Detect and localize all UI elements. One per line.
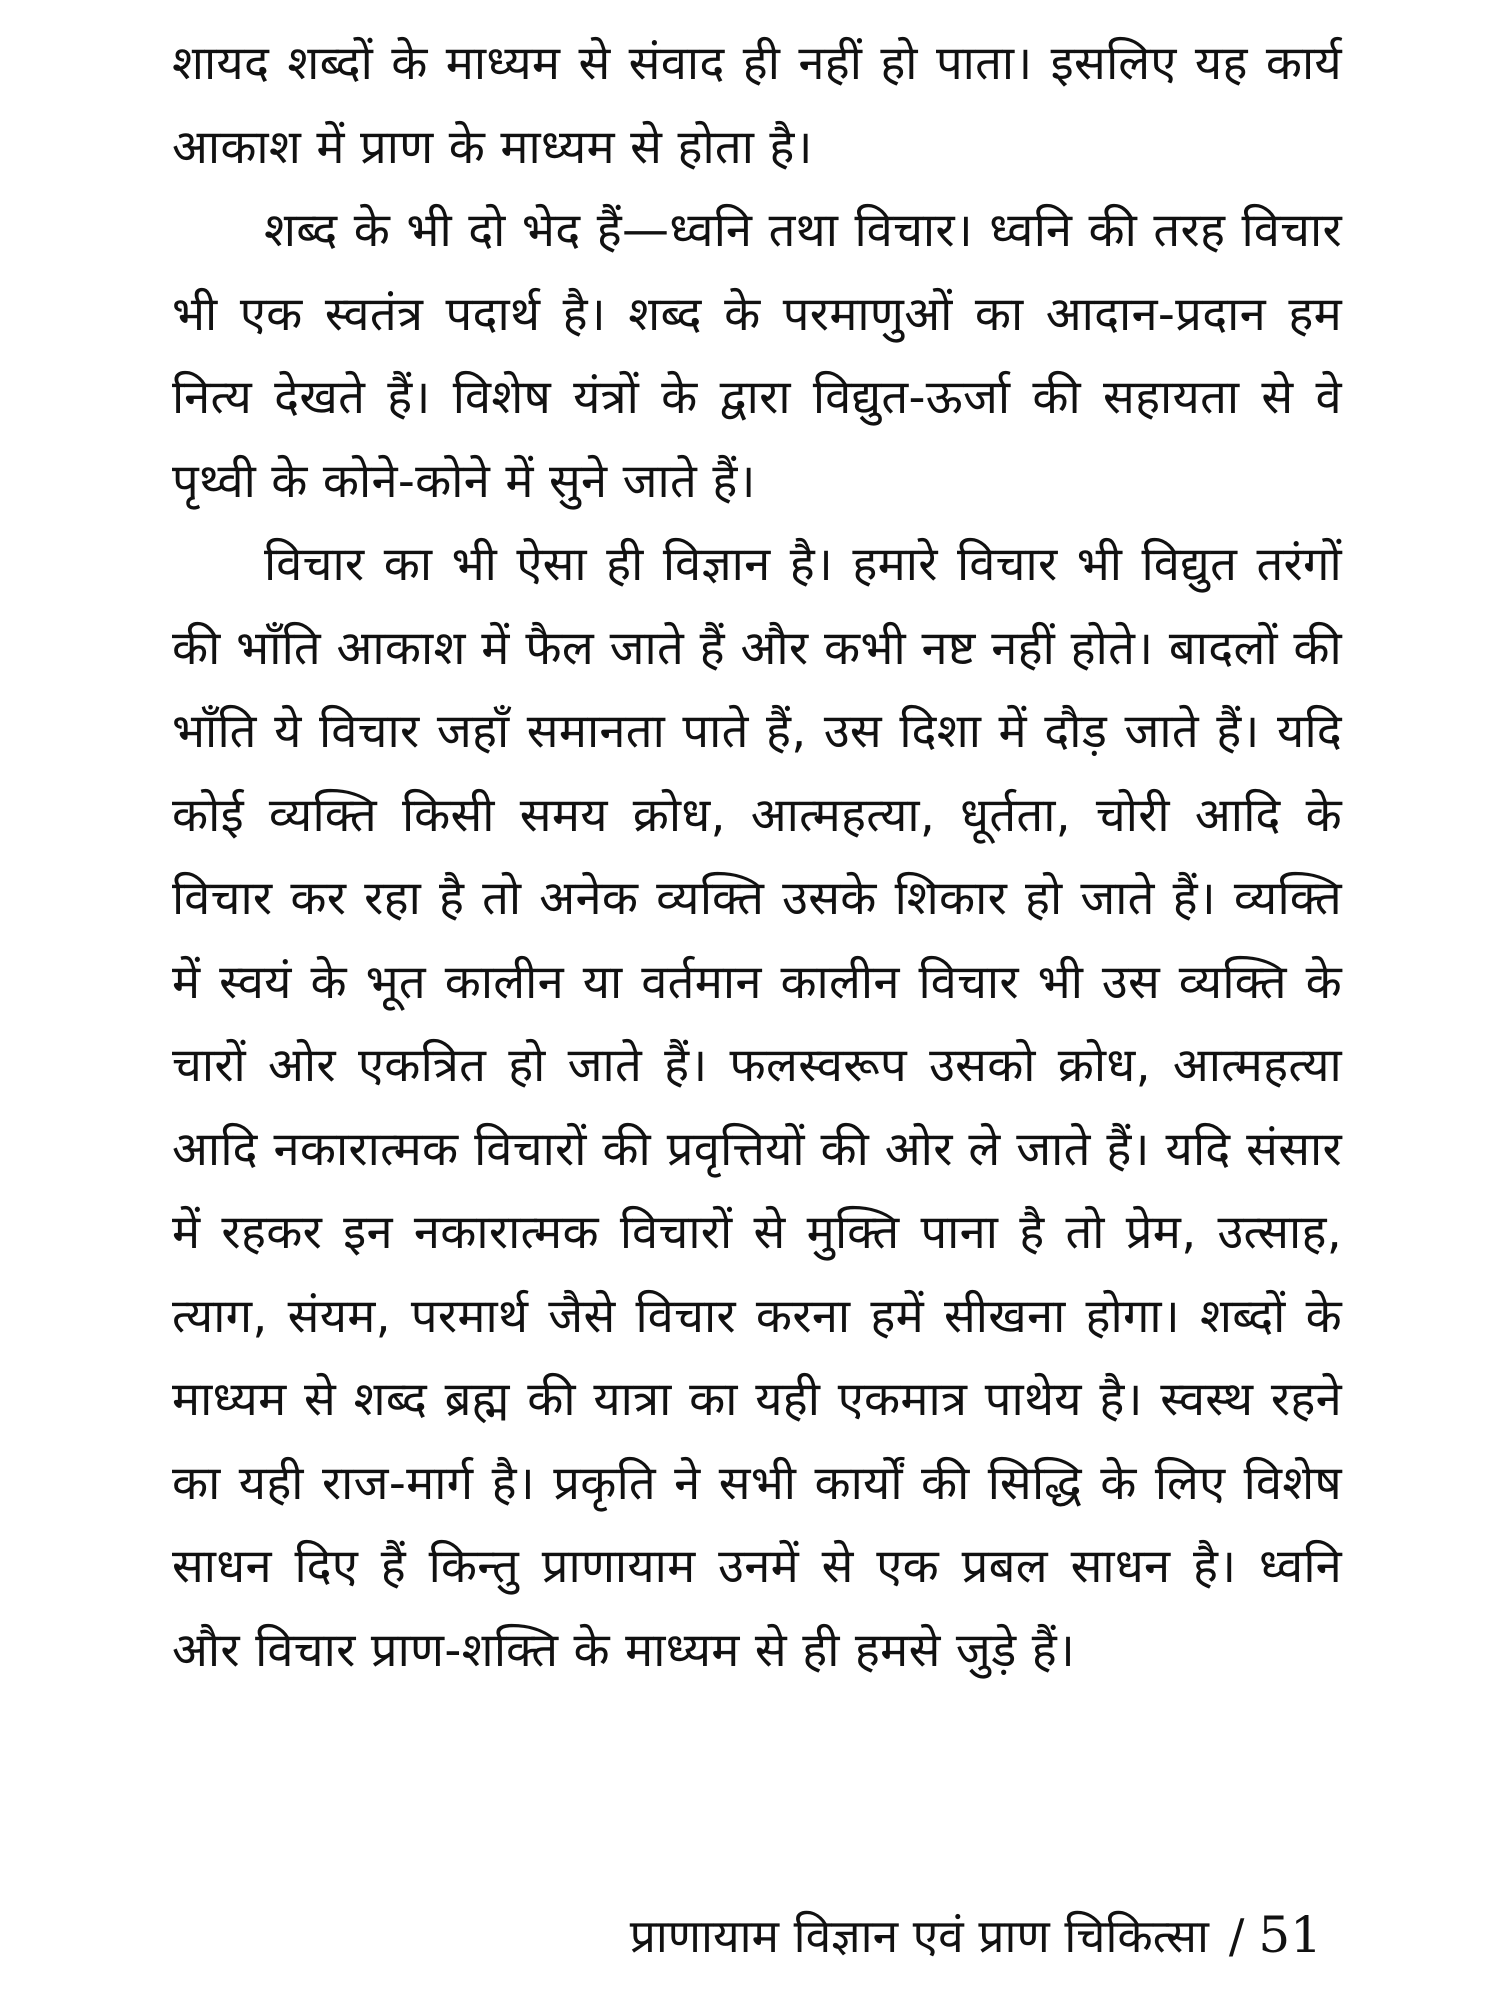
body-text (172, 22, 1342, 1692)
paragraph-thought-science: विचार का भी ऐसा ही विज्ञान है। हमारे विचार भी विद्युत तरंगों की भाँति आकाश में फैल जाते हैं और कभी नष्ट नहीं होते। बादलों की भाँति ये विचार जहाँ समानता पाते हैं, उस दिशा में दौड़ जाते हैं। यदि कोई व्यक्ति किसी समय क्रोध, आत्महत्या, धूर्तता, चोरी आदि के विचार कर रहा है तो अनेक व्यक्ति उसके शिकार हो जाते हैं। व्यक्ति में स्वयं के भूत कालीन या वर्तमान कालीन विचार भी उस व्यक्ति के चारों ओर एकत्रित हो जाते हैं। फलस्वरूप उसको क्रोध, आत्महत्या आदि नकारात्मक विचारों की प्रवृत्तियों की ओर ले जाते हैं। यदि संसार में रहकर इन नकारात्मक विचारों से मुक्ति पाना है तो प्रेम, उत्साह, त्याग, संयम, परमार्थ जैसे विचार करना हमें सीखना होगा। शब्दों के माध्यम से शब्द ब्रह्म की यात्रा का यही एकमात्र पाथेय है। स्वस्थ रहने का यही राज-मार्ग है। प्रकृति ने सभी कार्यों की सिद्धि के लिए विशेष साधन दिए हैं किन्तु प्राणायाम उनमें से एक प्रबल साधन है। ध्वनि और विचार प्राण-शक्ति के माध्यम से ही हमसे जुड़े हैं। (172, 537, 1342, 1678)
paragraph-sound-types: शब्द के भी दो भेद हैं—ध्वनि तथा विचार। ध्वनि की तरह विचार भी एक स्वतंत्र पदार्थ है। शब्द के परमाणुओं का आदान-प्रदान हम नित्य देखते हैं। विशेष यंत्रों के द्वारा विद्युत-ऊर्जा की सहायता से वे पृथ्वी के कोने-कोने में सुने जाते हैं। (172, 203, 1342, 509)
page-number: 51 (1258, 1906, 1322, 1964)
paragraph-continuation: शायद शब्दों के माध्यम से संवाद ही नहीं हो पाता। इसलिए यह कार्य आकाश में प्राण के माध्यम से होता है। (172, 36, 1342, 175)
book-page (172, 22, 1342, 1982)
page-footer (630, 1904, 1322, 1966)
footer-separator: / (1228, 1909, 1245, 1963)
running-title: प्राणायाम विज्ञान एवं प्राण चिकित्सा (629, 1909, 1209, 1963)
